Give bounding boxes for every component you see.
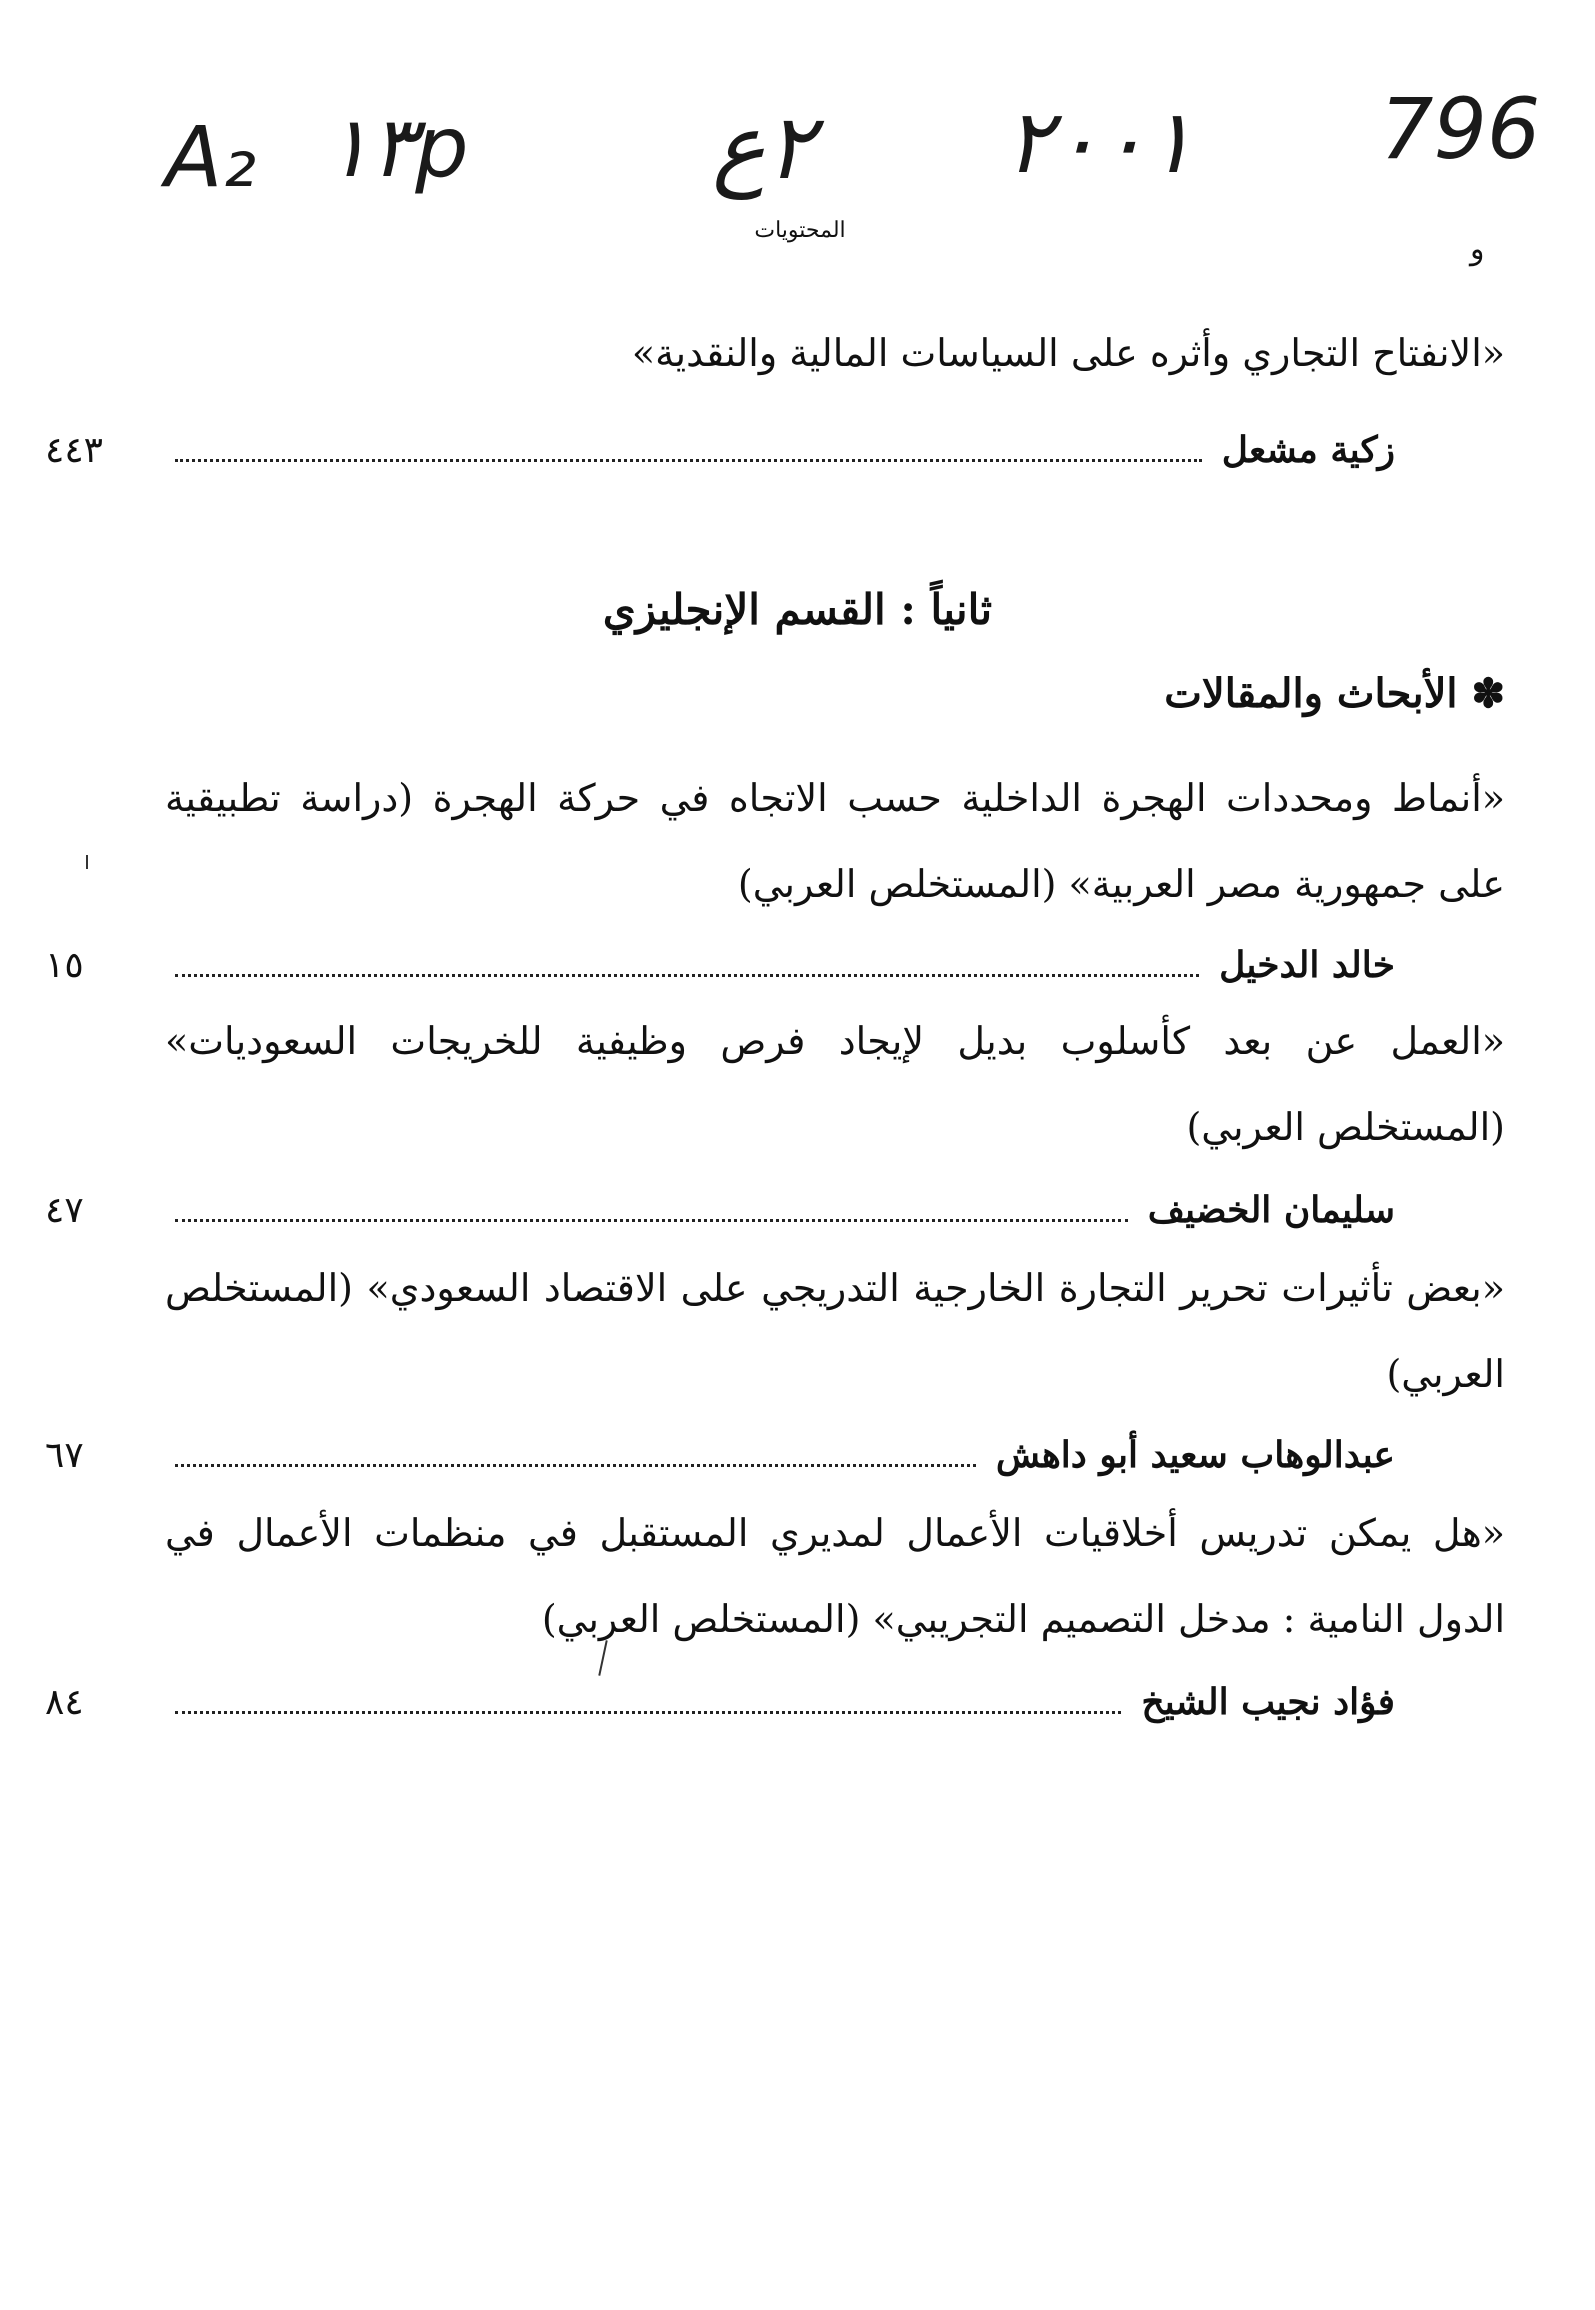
entry-author-row	[45, 1425, 1395, 1485]
running-head: المحتويات	[754, 218, 846, 243]
page-letter: و	[1470, 232, 1485, 267]
dot-leader	[175, 459, 1202, 462]
page-number: ٤٧	[45, 1189, 84, 1231]
handwritten-note-2e: ٢ع	[712, 95, 815, 200]
entry-author-row	[45, 935, 1395, 995]
author-name: زكية مشعل	[1221, 429, 1395, 471]
entry-title: «بعض تأثيرات تحرير التجارة الخارجية التدريجي على الاقتصاد السعودي» (المستخلص العربي)	[165, 1266, 1505, 1396]
scan-speck	[86, 855, 88, 869]
dot-leader	[175, 1464, 976, 1467]
page-number: ٦٧	[45, 1434, 84, 1476]
entry-author-row	[45, 420, 1395, 480]
section-heading: ثانياً : القسم الإنجليزي	[602, 585, 993, 634]
sub-heading: ✽ الأبحاث والمقالات	[1164, 670, 1505, 717]
entry-title: «هل يمكن تدريس أخلاقيات الأعمال لمديري المستقبل في منظمات الأعمال في الدول النامية : مدخل التصميم التجريبي» (المستخلص العربي)	[165, 1511, 1505, 1641]
handwritten-note-year: ٢٠٠١	[1005, 90, 1195, 193]
author-name: فؤاد نجيب الشيخ	[1141, 1681, 1395, 1723]
page-number: ٨٤	[45, 1681, 84, 1723]
handwritten-note-a2: A₂	[165, 108, 257, 206]
entry-title: «أنماط ومحددات الهجرة الداخلية حسب الاتجاه في حركة الهجرة (دراسة تطبيقية على جمهورية مصر العربية» (المستخلص العربي)	[165, 776, 1505, 906]
entry-author-row	[45, 1180, 1395, 1240]
entry-title: «الانفتاح التجاري وأثره على السياسات المالية والنقدية»	[631, 331, 1505, 375]
page-number: ١٥	[45, 944, 84, 986]
author-name: سليمان الخضيف	[1147, 1189, 1395, 1231]
dot-leader	[175, 1711, 1121, 1714]
author-name: عبدالوهاب سعيد أبو داهش	[995, 1434, 1395, 1476]
dot-leader	[175, 1219, 1128, 1222]
author-name: خالد الدخيل	[1219, 944, 1395, 986]
handwritten-note-13p: ١٣p	[325, 98, 469, 196]
entry-title: «العمل عن بعد كأسلوب بديل لإيجاد فرص وظيفية للخريجات السعوديات» (المستخلص العربي)	[165, 1019, 1505, 1149]
page-number: ٤٤٣	[45, 429, 104, 471]
handwritten-note-number: 796	[1380, 80, 1541, 178]
dot-leader	[175, 974, 1199, 977]
entry-author-row	[45, 1672, 1395, 1732]
